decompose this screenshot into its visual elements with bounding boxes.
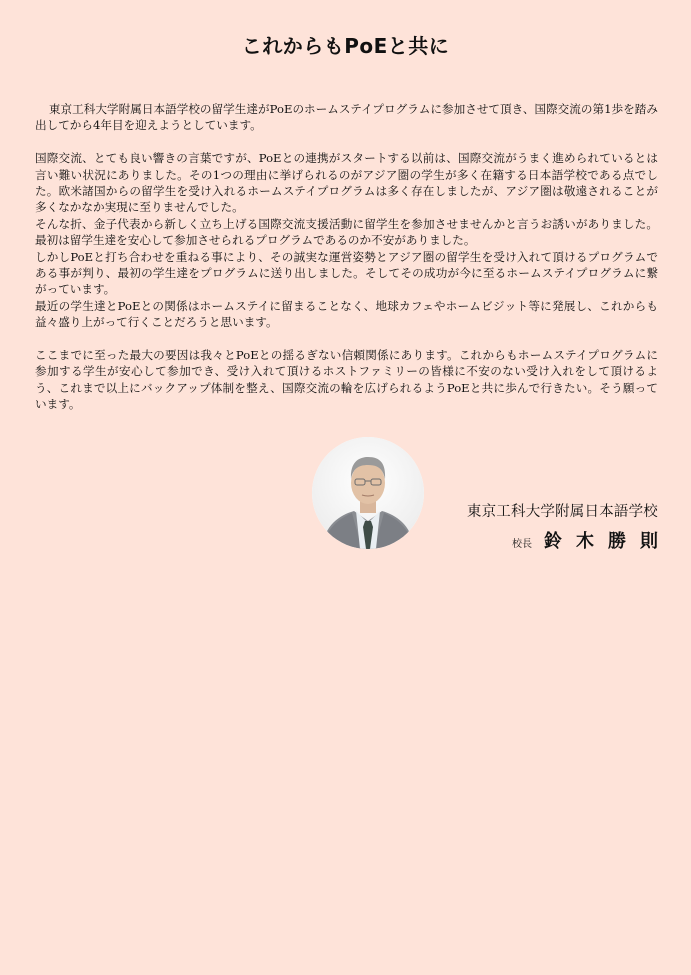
principal-portrait-photo <box>312 437 424 549</box>
paragraph-1: 東京工科大学附属日本語学校の留学生達がPoEのホームステイプログラムに参加させて頂き、国際交流の第1歩を踏み出してから4年目を迎えようとしています。 <box>35 102 658 133</box>
paragraph-2: 国際交流、とても良い響きの言葉ですが、PoEとの連携がスタートする以前は、国際交流がうまく進められているとは言い難い状況にありました。その1つの理由に挙げられるのがアジア圏の学生が多く在籍する日本語学校である点でした。欧米諸国からの留学生を受け入れるホームステイプログラムは多く存在しましたが、アジア圏は敬遠されることが多くなかなか実現に至りませんでした。 <box>35 151 658 215</box>
document-body <box>35 101 658 413</box>
signature-block <box>466 500 672 553</box>
principal-name: 鈴木勝則 <box>544 531 672 552</box>
paragraph-4: しかしPoEと打ち合わせを重ねる事により、その誠実な運営姿勢とアジア圏の留学生を受け入れて頂けるプログラムである事が判り、最初の学生達をプログラムに送り出しました。そしてその成功が今に至るホームステイプログラムに繋がっています。 <box>35 249 658 297</box>
principal-role: 校長 <box>512 539 532 550</box>
paragraph-6: ここまでに至った最大の要因は我々とPoEとの揺るぎない信頼関係にあります。これからもホームステイプログラムに参加する学生が安心して参加でき、受け入れて頂けるホストファミリーの皆様に不安のない受け入れをして頂けるよう、これまで以上にバックアップ体制を整え、国際交流の輪を広げられるようPoEと共に歩んで行きたい。そう願っています。 <box>35 348 658 412</box>
document-title: これからもPoEと共に <box>241 34 450 58</box>
paragraph-gap <box>35 134 658 150</box>
paragraph-3: そんな折、金子代表から新しく立ち上げる国際交流支援活動に留学生を参加させませんかと言うお誘いがありました。最初は留学生達を安心して参加させられるプログラムであるのか不安がありました。 <box>35 216 658 248</box>
school-name: 東京工科大学附属日本語学校 <box>466 504 658 520</box>
portrait-illustration <box>312 437 424 549</box>
paragraph-gap <box>35 331 658 347</box>
principal-name-line <box>467 527 672 553</box>
paragraph-5: 最近の学生達とPoEとの関係はホームステイに留まることなく、地球カフェやホームビジット等に発展し、これからも益々盛り上がって行くことだろうと思います。 <box>35 298 658 330</box>
